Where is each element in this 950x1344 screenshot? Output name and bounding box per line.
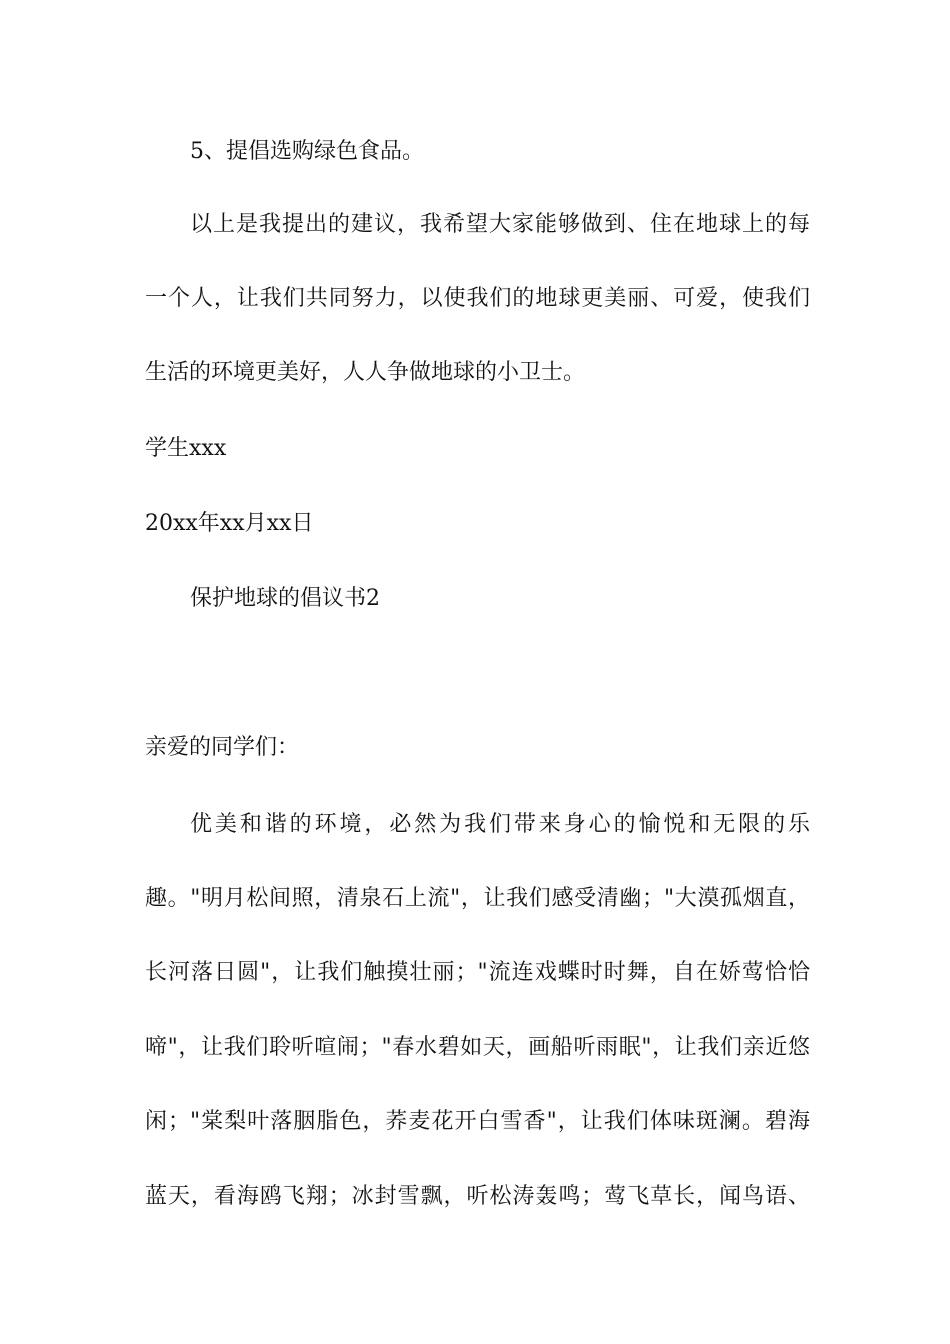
paragraph-line: 一个人，让我们共同努力，以使我们的地球更美丽、可爱，使我们 bbox=[145, 286, 810, 311]
paragraph-line: 生活的环境更美好，人人争做地球的小卫士。 bbox=[145, 360, 586, 385]
paragraph-line: 长河落日圆"，让我们触摸壮丽；"流连戏蝶时时舞，自在娇莺恰恰 bbox=[145, 960, 810, 985]
salutation: 亲爱的同学们： bbox=[145, 735, 300, 760]
paragraph-line: 趣。"明月松间照，清泉石上流"，让我们感受清幽；"大漠孤烟直， bbox=[145, 886, 810, 911]
date: 20xx年xx月xx日 bbox=[145, 511, 314, 536]
paragraph-line: 蓝天，看海鸥飞翔；冰封雪飘，听松涛轰鸣；莺飞草长，闻鸟语、 bbox=[145, 1184, 810, 1209]
paragraph-line: 啼"，让我们聆听喧闹；"春水碧如天，画船听雨眠"，让我们亲近悠 bbox=[145, 1035, 810, 1060]
paragraph-line: 以上是我提出的建议，我希望大家能够做到、住在地球上的每 bbox=[190, 212, 810, 237]
paragraph-line: 闲；"棠梨叶落胭脂色，荞麦花开白雪香"，让我们体味斑澜。碧海 bbox=[145, 1109, 810, 1134]
signature: 学生xxx bbox=[145, 436, 227, 461]
section-title: 保护地球的倡议书2 bbox=[190, 586, 380, 611]
paragraph-line: 优美和谐的环境，必然为我们带来身心的愉悦和无限的乐 bbox=[190, 812, 810, 837]
list-item-5: 5、提倡选购绿色食品。 bbox=[190, 139, 424, 164]
